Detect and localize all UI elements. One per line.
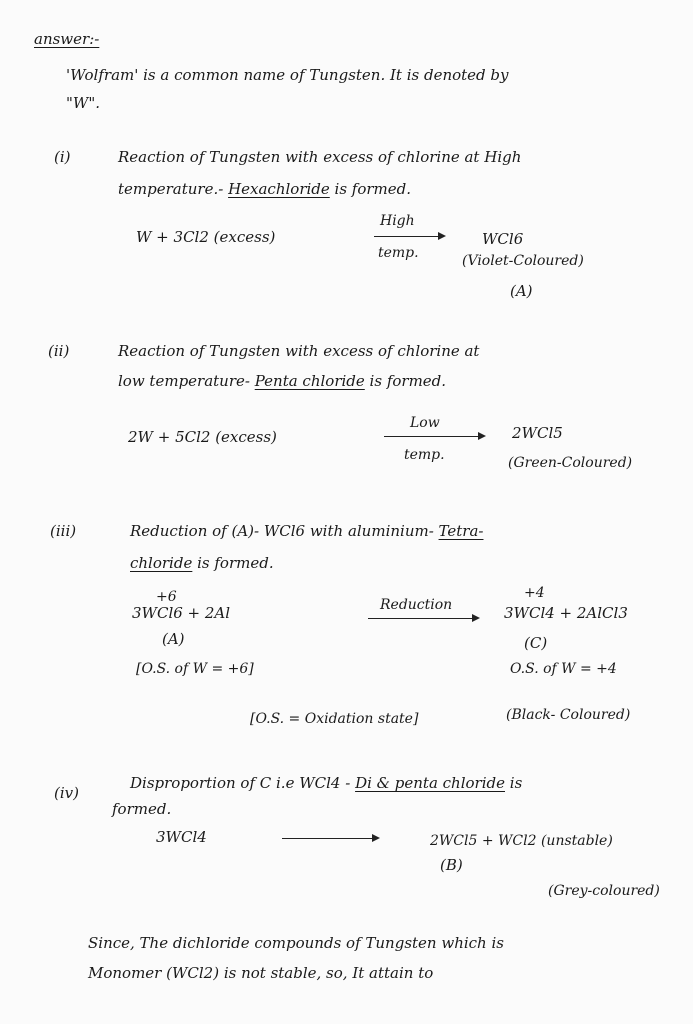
part-2-line-2: low temperature- Penta chloride is formed. <box>118 372 447 390</box>
part-4-number: (iv) <box>54 784 79 802</box>
part-3-reaction-arrow <box>368 618 478 619</box>
answer-heading: answer:- <box>34 30 100 48</box>
part-1-reaction-arrow <box>374 236 444 237</box>
part-1-label-a: (A) <box>510 282 533 300</box>
part-3-colour-note: (Black- Coloured) <box>506 707 631 723</box>
part-4-reactant: 3WCl4 <box>156 828 207 846</box>
part-1-colour-note: (Violet-Coloured) <box>462 253 584 269</box>
part-4-reaction-arrow <box>282 838 378 839</box>
part-3-number: (iii) <box>50 522 77 540</box>
part-3-condition: Reduction <box>380 597 453 613</box>
tetra-term: Tetra- <box>438 522 484 540</box>
part-3-line-1: Reduction of (A)- WCl6 with aluminium- Tetra- <box>130 522 484 540</box>
part-2-line-1: Reaction of Tungsten with excess of chlorine at <box>118 342 480 360</box>
part-4-product: 2WCl5 + WCl2 (unstable) <box>430 833 613 849</box>
tetrachloride-term: chloride <box>130 554 193 572</box>
part-3-product: 3WCl4 + 2AlCl3 <box>504 604 628 622</box>
part-1-number: (i) <box>54 148 71 166</box>
hexachloride-term: Hexachloride <box>228 180 330 198</box>
part-1-condition-top: High <box>380 213 415 229</box>
closing-line-2: Monomer (WCl2) is not stable, so, It attain to <box>88 964 434 982</box>
part-2-condition-top: Low <box>410 415 440 431</box>
part-3-os-left: +6 <box>156 589 177 605</box>
part-3-label-c: (C) <box>524 634 548 652</box>
part-3-line-2: chloride is formed. <box>130 554 274 572</box>
part-3-os-definition: [O.S. = Oxidation state] <box>250 711 419 727</box>
part-1-line-2: temperature.- Hexachloride is formed. <box>118 180 412 198</box>
part-1-reactants: W + 3Cl2 (excess) <box>136 228 276 246</box>
part-3-os-right: +4 <box>524 585 545 601</box>
part-3-label-a: (A) <box>162 630 185 648</box>
part-3-os-note-right: O.S. of W = +4 <box>510 661 617 677</box>
part-4-colour-note: (Grey-coloured) <box>548 883 660 899</box>
closing-line-1: Since, The dichloride compounds of Tungsten which is <box>88 934 504 952</box>
part-2-reaction-arrow <box>384 436 484 437</box>
part-2-reactants: 2W + 5Cl2 (excess) <box>128 428 277 446</box>
part-1-condition-bottom: temp. <box>378 245 419 261</box>
part-1-line-1: Reaction of Tungsten with excess of chlorine at High <box>118 148 522 166</box>
part-2-condition-bottom: temp. <box>404 447 445 463</box>
part-1-product: WCl6 <box>482 230 524 248</box>
di-penta-chloride-term: Di & penta chloride <box>355 774 505 792</box>
part-3-reactants: 3WCl6 + 2Al <box>132 604 231 622</box>
part-4-line-2: formed. <box>112 800 172 818</box>
intro-line-1: 'Wolfram' is a common name of Tungsten. It is denoted by <box>66 66 509 84</box>
part-4-label-b: (B) <box>440 856 463 874</box>
penta-chloride-term: Penta chloride <box>254 372 365 390</box>
intro-line-2: "W". <box>66 94 100 112</box>
part-4-line-1: Disproportion of C i.e WCl4 - Di & penta chloride is <box>130 774 523 792</box>
part-2-number: (ii) <box>48 342 70 360</box>
part-2-product: 2WCl5 <box>512 424 563 442</box>
part-2-colour-note: (Green-Coloured) <box>508 455 633 471</box>
part-3-os-note-left: [O.S. of W = +6] <box>136 661 254 677</box>
